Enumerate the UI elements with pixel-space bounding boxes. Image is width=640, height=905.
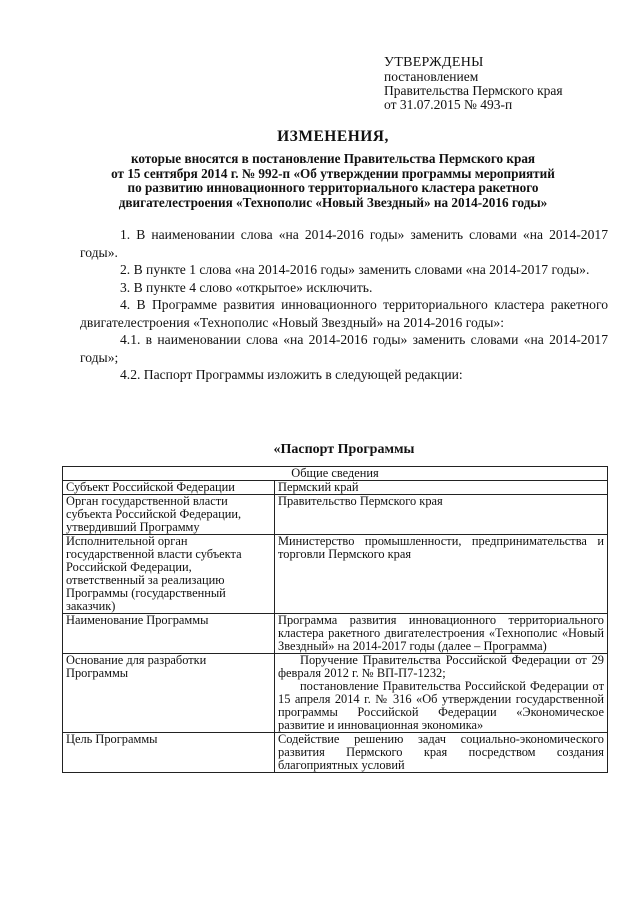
row-value [275,733,608,773]
value-text: Содействие решению задач социально-экономического развития Пермского края посредством создания благоприятных условий [278,732,604,772]
value-text: Правительство Пермского края [278,494,443,508]
approval-line: постановлением [384,69,479,84]
amendment-item: 4.2. Паспорт Программы изложить в следующей редакции: [120,367,463,382]
passport-table [62,466,608,773]
subtitle-line: которые вносятся в постановление Правительства Пермского края [130,151,536,166]
passport-title: «Паспорт Программы [273,442,415,457]
row-label: Орган государственной власти субъекта Российской Федерации, утвердивший Программу [63,495,275,535]
approval-line: от 31.07.2015 № 493-п [384,97,513,112]
row-value [275,614,608,654]
value-text: Пермский край [278,480,359,494]
table-row [63,654,608,733]
table-row [63,733,608,773]
amendment-item: 4. В Программе развития инновационного территориального кластера ракетного двигателестроения «Технополис «Новый Звездный» на 2014-2016 годы»: [80,297,608,330]
amendment-item: 2. В пункте 1 слова «на 2014-2016 годы» заменить словами «на 2014-2017 годы». [120,262,590,277]
table-header-row [63,467,608,481]
row-label: Наименование Программы [63,614,275,654]
row-value [275,495,608,535]
value-text: постановление Правительства Российской Федерации от 15 апреля 2014 г. № 316 «Об утверждении государственной программы Российской Федерации «Экономическое развитие и инновационная экономика» [278,679,604,732]
table-row [63,481,608,495]
row-value [275,481,608,495]
value-text: Поручение Правительства Российской Федерации от 29 февраля 2012 г. № ВП-П7-1232; [278,653,604,680]
table-row [63,614,608,654]
table-row [63,535,608,614]
row-label: Основание для разработки Программы [63,654,275,733]
row-value [275,535,608,614]
row-value [275,654,608,733]
subtitle-line: двигателестроения «Технополис «Новый Звездный» на 2014-2016 годы» [118,194,548,210]
document-subtitle [60,152,606,210]
subtitle-line: по развитию инновационного территориального кластера ракетного [127,180,539,195]
general-info-header: Общие сведения [63,467,608,481]
document-title: ИЗМЕНЕНИЯ, [277,128,389,145]
approval-line: Правительства Пермского края [384,83,563,98]
document-heading [60,128,606,210]
amendment-item: 3. В пункте 4 слово «открытое» исключить. [120,279,373,295]
table-row [63,495,608,535]
subtitle-line: от 15 сентября 2014 г. № 992-п «Об утверждении программы мероприятий [111,165,555,181]
amendment-item: 1. В наименовании слова «на 2014-2016 годы» заменить словами «на 2014-2017 годы». [80,227,608,260]
row-label: Субъект Российской Федерации [63,481,275,495]
approval-stamp [384,56,563,112]
row-label: Исполнительной орган государственной власти субъекта Российской Федерации, ответственный за реализацию Программы (государственный заказчик) [63,535,275,614]
amendment-item: 4.1. в наименовании слова «на 2014-2016 годы» заменить словами «на 2014-2017 годы»; [80,332,608,365]
value-text: Министерство промышленности, предпринимательства и торговли Пермского края [278,534,604,561]
value-text: Программа развития инновационного территориального кластера ракетного двигателестроения «Технополис «Новый Звездный» на 2014-2017 годы (далее – Программа) [278,613,604,653]
amendments-list [80,226,608,384]
row-label: Цель Программы [63,733,275,773]
approval-caption: УТВЕРЖДЕНЫ [384,55,484,70]
